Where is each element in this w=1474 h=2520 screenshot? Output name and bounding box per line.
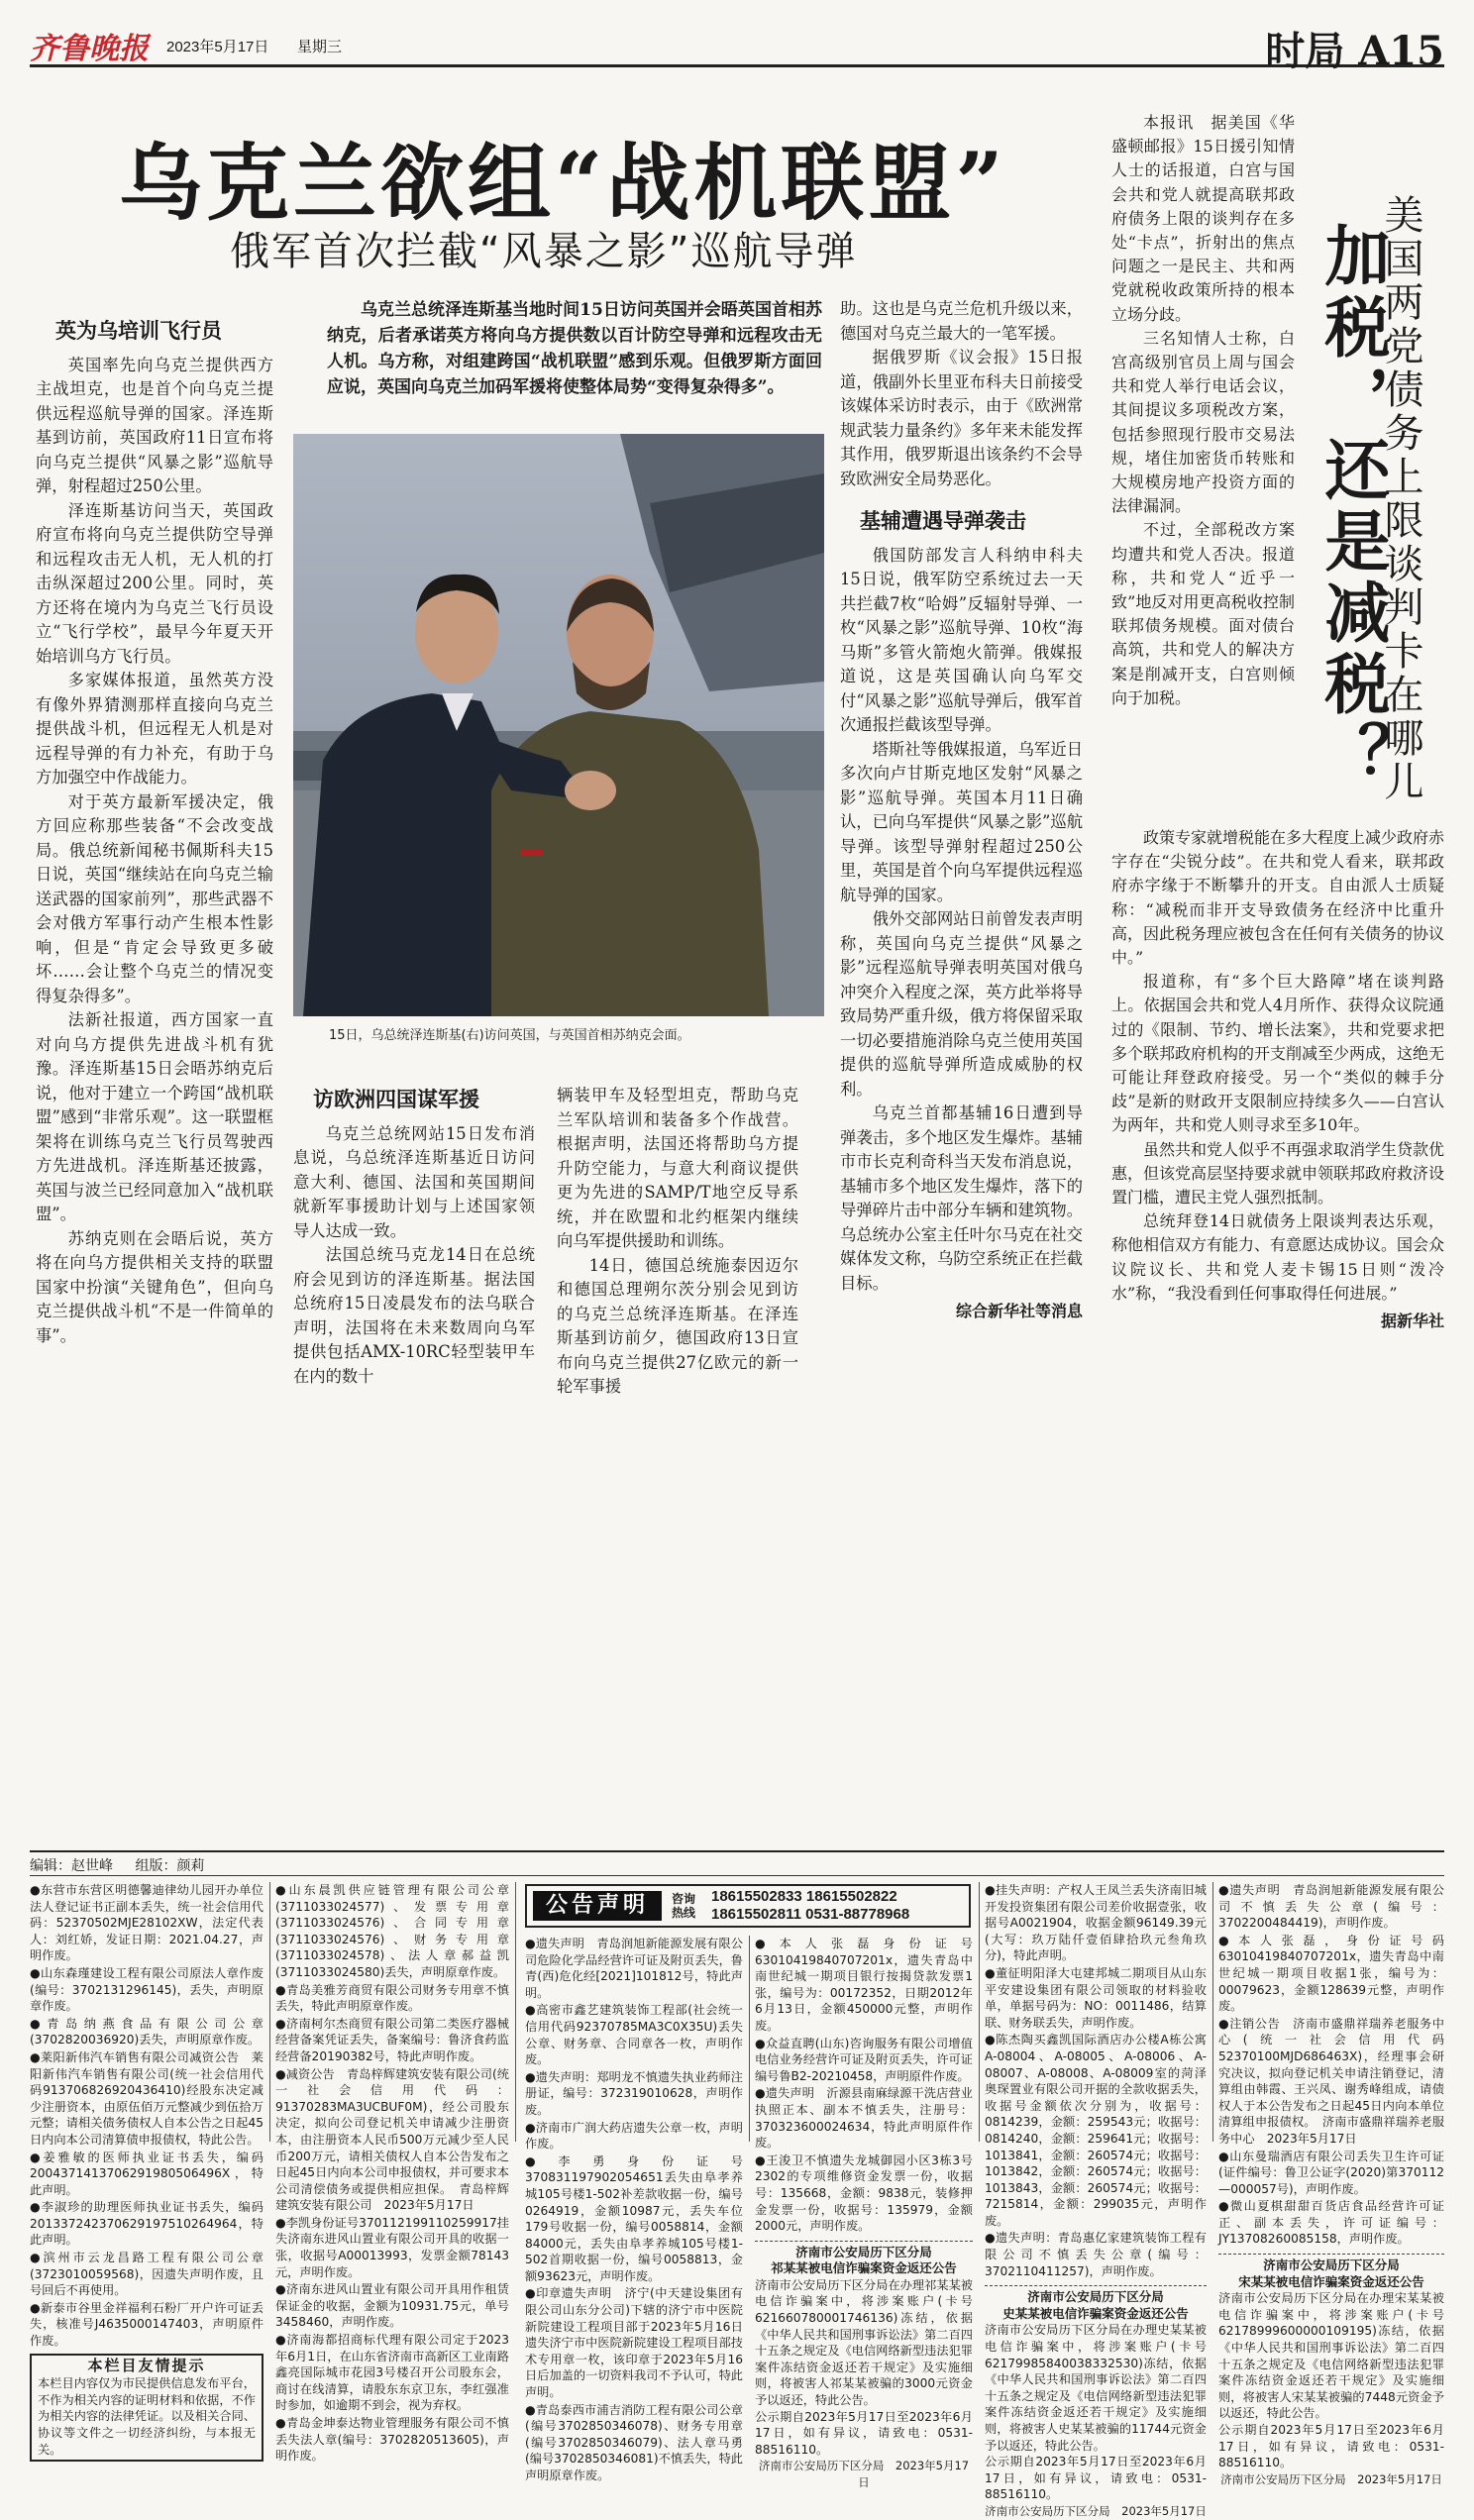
article-paragraph: 英国率先向乌克兰提供西方主战坦克，也是首个向乌克兰提供远程巡航导弹的国家。泽连斯基到访前，英国政府11日宣布将向乌克兰提供“风暴之影”巡航导弹，射程超过250公里。 [36, 355, 273, 495]
article-paragraph: 法新社报道，西方国家一直对向乌方提供先进战斗机有犹豫。泽连斯基15日会晤苏纳克后说，他对于建立一个跨国“战机联盟”感到“非常乐观”。这一联盟框架将在训练乌克兰飞行员驾驶西方先进战机。泽连斯基还披露，英国与波兰已经同意加入“战机联盟”。 [36, 1010, 273, 1223]
article-paragraph: 乌克兰首都基辅16日遭到导弹袭击，多个地区发生爆炸。基辅市市长克利奇科当天发布消息说，基辅市多个地区发生爆炸，落下的导弹碎片击中部分车辆和建筑物。乌总统办公室主任叶尔马克在社交媒体发文称，乌防空系统正在拦截目标。 [840, 1103, 1083, 1293]
police-notice-line: 济南市公安局历下区分局在办理史某某被电信诈骗案中，将涉案账户(卡号621799858400383325​30)冻结，依据《中华人民共和国刑事诉讼法》第二百四十五条之规定及《电信网络新型违法犯罪案件冻结资金返还若干规定》及实施细则，将被害人史某某被骗的11744元资金予以返还，特此公告。 [985, 2323, 1207, 2453]
article-paragraph: 本报讯 据美国《华盛顿邮报》15日援引知情人士的话报道，白宫与国会共和党人就提高联邦政府债务上限的谈判存在多处“卡点”，折射出的焦点问题之一是民主、共和两党就税收政策所持的根本立场分歧。 [1111, 113, 1295, 324]
notice-item: ●新泰市谷里金祥福利石粉厂开户许可证丢失，核准号J4635000147403，声明原件作废。 [30, 2300, 263, 2349]
notice-item: ●李淑珍的助理医师执业证书丢失，编码20133724237062919751026496​4，特此声明。 [30, 2200, 263, 2248]
police-notice-line: 公示期自2023年5月17日至2023年6月17日，如有异议，请致电：0531-88516110。 [1218, 2423, 1444, 2470]
editor-name: 编辑：赵世峰 [30, 1858, 113, 1874]
side-story-title-big: 加税，还是减税？ [1314, 222, 1391, 792]
police-notice-line: 济南市公安局历下区分局 [1027, 2289, 1164, 2305]
article-paragraph: 不过，全部税改方案均遭共和党人否决。报道称，共和党人“近乎一致”地反对用更高税收控制联邦债务规模。面对债台高筑，共和党人的解决方案是削减开支，白宫则倾向于加税。 [1111, 520, 1295, 707]
designer-name: 组版：颜莉 [135, 1858, 205, 1874]
notice-column-2 [275, 1882, 509, 2464]
section-subhead: 访欧洲四国谋军援 [313, 1088, 479, 1111]
news-photo [293, 434, 824, 1016]
tip-text: 本栏目内容仅为市民提供信息发布平台，不作为相关内容的证明材料和依据，不作为相关内容的法律凭证。以及相关合同、协议等文件之一切经济纠纷，与本报无关。 [38, 2376, 256, 2457]
tip-box [30, 2354, 263, 2463]
notice-item: ●济南柯尔杰商贸有限公司第二类医疗器械经营备案凭证丢失，备案编号：鲁济食药监经营备20190382号，特此声明作废。 [275, 2016, 509, 2063]
article-paragraph: 对于英方最新军援决定，俄方回应称那些装备“不会改变战局。俄总统新闻秘书佩斯科夫15日说，英国“继续站在向乌克兰输送武器的国家前列”，那些武器不会对俄方军事行动产生根本性影响，但是“肯定会导致更多破坏……会让整个乌克兰的情况变得复杂得多”。 [36, 791, 273, 1005]
police-notice-line: 济南市公安局历下区分局 2023年5月17日 [758, 2459, 970, 2489]
police-notice-line: 史某某被电信诈骗案资金返还公告 [1002, 2305, 1189, 2321]
notice-item: ●青岛纳燕食品有限公司公章(3702820036920)丢失，声明原章作废。 [30, 2016, 263, 2048]
notice-item: ●山东森瑾建设工程有限公司原法人章作废(编号：3702131296145)，丢失，声明原章作废。 [30, 1965, 263, 2014]
article-column-2 [293, 1084, 535, 1389]
notice-item: ●本人张磊，身份证号码630104198407072​01x，遗失青岛中南世纪城一期项目收据1张，编号为：00079623，金额128639元整，声明作废。 [1218, 1933, 1444, 2014]
notice-item: ●注销公告 济南市盛鼎祥瑞养老服务中心(统一社会信用代码52370100MJD686463X)，经理事会研究决议，拟向登记机关申请注销登记，清算组由韩霞、王兴凤、谢秀峰组成，请债权人于本公告发布之日起45日内向本单位清算组申报债权。 济南市盛鼎祥瑞养老服务中心 2023年5月17日 [1218, 2016, 1444, 2146]
notice-item: ●莱阳新伟汽车销售有限公司减资公告 莱阳新伟汽车销售有限公司(统一社会信用代码913706826920436410)经股东决定减少注册资本，由原伍佰万元整减少到伍拾万元整；请相关债务债权人自本公告之日起45日内向本公司清算债申报债权，特此公告。 [30, 2049, 263, 2147]
notice-item: ●遗失声明 青岛润旭新能源发展有限公司不慎丢失公章(编号：3702200484419)，声明作废。 [1218, 1883, 1444, 1931]
classified-notices [30, 1875, 1444, 2518]
notice-column-1 [30, 1882, 263, 2457]
article-paragraph: 俄国防部发言人科纳申科夫15日说，俄军防空系统过去一天共拦截7枚“哈姆”反辐射导弹、一枚“风暴之影”巡航导弹、10枚“海马斯”多管火箭炮火箭弹。俄媒报道说，这是英国确认向乌军交付“风暴之影”巡航导弹后，俄军首次通报拦截该型导弹。 [840, 545, 1083, 734]
police-notice-line: 济南市公安局历下区分局在办理祁某某被电信诈骗案中，将涉案账户(卡号6216607800017461​36)冻结，依据《中华人民共和国刑事诉讼法》第二百四十五条之规定及《电信网络新型违法犯罪案件冻结资金返还若干规定》及实施细则，将被害人祁某某被骗的3000元资金予以返还，特此公告。 [755, 2277, 973, 2408]
article-paragraph: 法国总统马克龙14日在总统府会见到访的泽连斯基。据法国总统府15日凌晨发布的法乌联合声明，法国将在未来数周向乌军提供包括AMX-10RC轻型装甲车在内的数十 [293, 1245, 535, 1386]
police-notice-line: 祁某某被电信诈骗案资金返还公告 [771, 2260, 957, 2276]
police-notice-line: 公示期自2023年5月17日至2023年6月17日，如有异议，请致电：0531-88516110。 [985, 2455, 1207, 2502]
side-story-bottom-text [1111, 826, 1444, 1333]
side-story-byline: 据新华社 [1380, 1312, 1444, 1331]
police-notice-line: 济南市公安局历下区分局 [795, 2244, 932, 2259]
notice-banner [525, 1884, 971, 1928]
section-subhead: 英为乌培训飞行员 [55, 319, 222, 343]
editor-credits [30, 1850, 1444, 1872]
leaders-embrace-photo [293, 434, 824, 1016]
notice-item: ●山东曼瑞酒店有限公司丢失卫生许可证(证件编号：鲁卫公证字(2020)第370112—000057号)，声明作废。 [1218, 2149, 1444, 2196]
article-paragraph: 辆装甲车及轻型坦克，帮助乌克兰军队培训和装备多个作战营。根据声明，法国还将帮助乌方提升防空能力，与意大利商议提供更为先进的SAMP/T地空反导系统，并在欧盟和北约框架内继续向乌军提供援助和训练。 [557, 1086, 798, 1250]
police-notice-line: 济南市公安局历下区分局 2023年5月17日 [985, 2503, 1207, 2518]
hotline-phone-2: 18615502811 0531-88778968 [711, 1906, 910, 1923]
article-paragraph: 助。这也是乌克兰危机升级以来，德国对乌克兰最大的一笔军援。 [840, 299, 1083, 343]
page-header [30, 20, 1444, 74]
article-paragraph: 14日，德国总统施泰因迈尔和德国总理朔尔茨分别会见到访的乌克兰总统泽连斯基。在泽连斯基到访前夕，德国政府13日宣布向乌克兰提供27亿欧元的新一轮军事援 [557, 1255, 798, 1396]
article-paragraph: 苏纳克则在会晤后说，英方将在向乌方提供相关支持的联盟国家中扮演“关键角色”，但向乌克兰提供战斗机“不是一件简单的事”。 [36, 1228, 273, 1345]
article-paragraph: 多家媒体报道，虽然英方没有像外界猜测那样直接向乌克兰提供战斗机，但远程无人机是对远程导弹的有力补充，有助于乌方加强空中作战能力。 [36, 671, 273, 787]
article-paragraph: 总统拜登14日就债务上限谈判表达乐观，称他相信双方有能力、有意愿达成协议。国会众议院议长、共和党人麦卡锡15日则“泼冷水”称，“我没看到任何事取得任何进展。” [1111, 1211, 1445, 1303]
notice-item: ●挂失声明：产权人王凤兰丢失济南旧城开发投资集团有限公司差价收据壹张，收据号A0021904，收据金额96149.39元(大写：玖万陆仟壹佰肆拾玖元叁角玖分)，特此声明。 [985, 1883, 1207, 1963]
notice-item: ●本人张磊身份证号630104198407072​01x，遗失青岛中南世纪城一期项目银行按揭贷款发票1张，编号为：00172352，日期2012年6月13日，金额450000元整，声明作废。 [755, 1937, 973, 2033]
notice-item: ●遗失声明 沂源县南麻绿源干洗店营业执照正本、副本不慎丢失，注册号：370323600024634，特此声明原件作废。 [755, 2086, 973, 2151]
notice-item: ●青岛金坤泰达物业管理服务有限公司不慎丢失法人章(编号：3702820513605)，声明作废。 [275, 2416, 509, 2464]
police-notice-line: 济南市公安局历下区分局在办理宋某某被电信诈骗案中，将涉案账户(卡号62178999600000109195)冻结，依据《中华人民共和国刑事诉讼法》第二百四十五条之规定及《电信网络新型违法犯罪案件冻结资金返还若干规定》及实施细则，将被害人宋某某被骗的7448元资金予以返还，特此公告。 [1218, 2291, 1444, 2421]
notice-item: ●众益直聘(山东)咨询服务有限公司增值电信业务经营许可证及附页丢失，许可证编号鲁B2-20210458，声明原件作废。 [755, 2036, 973, 2083]
article-paragraph: 泽连斯基访问当天，英国政府宣布将向乌克兰提供防空导弹和远程攻击无人机，无人机的打击纵深超过200公里。同时，英方还将在境内为乌克兰飞行员设立“飞行学校”，最早今年夏天开始培训乌方飞行员。 [36, 500, 273, 666]
notice-item: ●姜雅敏的医师执业证书丢失，编码2004371413706291980506496X，特此声明。 [30, 2150, 263, 2197]
notice-item: ●王浚卫不慎遗失龙城御园小区3栋3号2302的专项维修资金发票一份，收据号：135668，金额：9838元，装修押金发票一份，收据号：135979，金额2000元，声明作废。 [755, 2152, 973, 2234]
article-paragraph: 报道称，有“多个巨大路障”堵在谈判路上。依据国会共和党人4月所作、获得众议院通过的《限制、节约、增长法案》，共和党要求把多个联邦政府机构的开支削减至少两成，这绝无可能让拜登政府接受。另一个“类似的棘手分歧”是新的财政开支限制应持续多久——白宫认为两年，共和党人则寻求至多10年。 [1111, 972, 1445, 1135]
notice-item: ●董征明阳泽大屯建邦城二期项目从山东平安建设集团有限公司领取的材料验收单，单据号码为：NO：0011486，结算联、财务联丢失，声明作废。 [985, 1965, 1207, 2030]
notice-item: ●陈杰陶买鑫凯国际酒店办公楼A栋公寓A-08004、A-08005、A-08006、A-08007、A-08008、A-08009室的菏泽奥琛置业有限公司开据的全款收据丢失，收据号金额依次分别为，收据号：0814239，金额：259543元；收据号：0814240，金额：259641元；收据号：1013841，金额：260574元；收据号：1013842，金额：260574元；收据号：1013843，金额：260574元；收据号：7215814，金额：299035元，声明作废。 [985, 2033, 1207, 2228]
issue-date: 2023年5月17日 [166, 39, 269, 55]
article-column-1 [36, 315, 273, 1348]
newspaper-logo: 齐鲁晚报 [30, 32, 149, 66]
lead-paragraph: 乌克兰总统泽连斯基当地时间15日访问英国并会晤英国首相苏纳克，后者承诺英方将向乌方提供数以百计防空导弹和远程攻击无人机。乌方称，对组建跨国“战机联盟”感到乐观。但俄罗斯方面回应说，英国向乌克兰加码军援将使整体局势“变得复杂得多”。 [327, 300, 822, 397]
notice-item: ●李凯身份证号370112199110259917挂失济南东进风山置业有限公司开具的收据一张，收据号A00013993，发票金额78143元，声明作废。 [275, 2215, 509, 2279]
section-label: 时局 A15 [1265, 28, 1444, 74]
hotline-label: 咨询热线 [672, 1892, 696, 1920]
hotline-phone-1: 18615502833 18615502822 [711, 1888, 897, 1905]
police-notice [985, 2285, 1207, 2519]
section-subhead: 基辅遭遇导弹袭击 [860, 509, 1026, 533]
notice-item: ●济南海都招商标代理有限公司定于2023年6月1日，在山东省济南市高新区工业南路鑫亮国际城市花园3号楼召开公司股东会，商讨在线清算，请股东东京卫东，李红强准时参加，如逾期不到会，视为弃权。 [275, 2333, 509, 2413]
notice-item: ●李勇身份证号370831197902054651丢失由阜孝养城105号楼1-502补差款收据一份，编号0264919，金额10987元，丢失车位179号收据一份，编号0058814，金额84000元，丢失由阜孝养城105号楼1-502首期收据一份，编号0058813，金额93623元，声明作废。 [525, 2153, 743, 2283]
notice-item: ●微山夏棋甜甜百货店食品经营许可证正、副本丢失，许可证编号：JY13708260085158，声明作废。 [1218, 2199, 1444, 2247]
police-notice-line: 济南市公安局历下区分局 [1263, 2258, 1400, 2273]
notice-column-6 [1218, 1882, 1444, 2486]
notice-item: ●印章遗失声明 济宁(中天建设集团有限公司山东分公司)下辖的济宁市中医院新院建设工程项目部于2023年5月16日遗失济宁市中医院新院建设工程项目部技术专用章一枚，该印章于2023年5月16日后加盖的一切资料我司不予认可，特此声明。 [525, 2286, 743, 2400]
notice-item: ●高密市鑫艺建筑装饰工程部(社会统一信用代码92370785MA3C0X35U)丢失公章、财务章、合同章各一枚，声明作废。 [525, 2003, 743, 2067]
article-column-3 [557, 1084, 798, 1400]
notice-item: ●青岛泰西市浦吉消防工程有限公司公章(编号3702850346078)、财务专用章(编号3702850346079)、法人章马勇(编号3702850346081)不慎丢失，特此声明原章作废。 [525, 2402, 743, 2482]
main-subheadline: 俄军首次拦截“风暴之影”巡航导弹 [230, 229, 858, 274]
notice-item: ●遗失声明 青岛润旭新能源发展有限公司危险化学品经营许可证及附页丢失，鲁青(西)危化经[2021]101812号，特此声明。 [525, 1937, 743, 2000]
article-byline: 综合新华社等消息 [955, 1302, 1083, 1320]
article-paragraph: 乌克兰总统网站15日发布消息说，乌总统泽连斯基近日访问意大利、德国、法国和英国期间就新军事援助计划与上述国家领导人达成一致。 [293, 1123, 535, 1240]
notice-item: ●济南东进风山置业有限公司开具用作租赁保证金的收据，金额为10931.75元，单号3458460，声明作废。 [275, 2282, 509, 2330]
police-notice-line: 宋某某被电信诈骗案资金返还公告 [1238, 2273, 1424, 2289]
notice-item: ●青岛美雅芳商贸有限公司财务专用章不慎丢失，特此声明原章作废。 [275, 1982, 509, 2014]
notice-item: ●东营市东营区明德馨迪律幼儿园开办单位法人登记证书正副本丢失，统一社会信用代码：52370502MJE28102XW，法定代表人：刘红娇，发证日期：2021.04.27，声明作废。 [30, 1883, 263, 1963]
article-paragraph: 俄外交部网站日前曾发表声明称，英国向乌克兰提供“风暴之影”远程巡航导弹表明英国对俄乌冲突介入程度之深，英方此举将导致局势严重升级，俄方将保留采取一切必要措施消除乌克兰使用英国提供的巡航导弹所造成威胁的权利。 [840, 909, 1083, 1099]
notice-item: ●减资公告 青岛梓辉建筑安装有限公司(统一社会信用代码：91370283MA3UCBUF0M)，经公司股东决定，拟向公司登记机关申请减少注册资本，由注册资本人民币500万元减少至人民币200万元，请相关债权人自本公告发布之日起45日内向本公司申报债权，并可要求本公司清偿债务或提供相应担保。 青岛梓辉建筑安装有限公司 2023年5月17日 [275, 2066, 509, 2213]
tip-title: 本栏目友情提示 [87, 2356, 206, 2374]
main-headline: 乌克兰欲组“战机联盟” [119, 134, 1007, 232]
notice-item: ●遗失声明：青岛惠亿家建筑装饰工程有限公司不慎丢失公章(编号：3702110411257)，声明作废。 [985, 2231, 1207, 2278]
police-notice-line: 济南市公安局历下区分局 2023年5月17日 [1220, 2471, 1442, 2486]
police-notice [755, 2241, 973, 2491]
article-paragraph: 据俄罗斯《议会报》15日报道，俄副外长里亚布科夫日前接受该媒体采访时表示，由于《欧洲常规武装力量条约》多年来未能发挥其作用，俄罗斯退出该条约不会导致欧洲安全局势恶化。 [840, 348, 1083, 488]
article-paragraph: 政策专家就增税能在多大程度上减少政府赤字存在“尖锐分歧”。在共和党人看来，联邦政府赤字缘于不断攀升的开支。自由派人士质疑称：“减税而非开支导致债务在经济中比重升高，因此税务理应被包含在任何有关债务的协议中。” [1111, 828, 1445, 968]
photo-caption: 15日，乌总统泽连斯基(右)访问英国，与英国首相苏纳克会面。 [329, 1028, 690, 1043]
article-paragraph: 塔斯社等俄媒报道，乌军近日多次向卢甘斯克地区发射“风暴之影”巡航导弹。英国本月11日确认，已向乌军提供“风暴之影”巡航导弹。该型导弹射程超过250公里，英国是首个向乌军提供远程巡航导弹的国家。 [840, 739, 1083, 904]
side-story-title-small: 美国两党债务上限谈判卡在哪儿 [1378, 194, 1423, 804]
notice-item: ●遗失声明：郑明龙不慎遗失执业药师注册证，编号：372319010628，声明作废。 [525, 2069, 743, 2117]
issue-weekday: 星期三 [297, 39, 343, 55]
side-story-top-text [1111, 111, 1295, 710]
police-notice [1218, 2254, 1444, 2487]
notice-item: ●滨州市云龙昌路工程有限公司公章(3723010059568)，因遗失声明作废，且号回后不再使用。 [30, 2251, 263, 2298]
notice-item: ●济南市广润大药店遗失公章一枚，声明作废。 [525, 2120, 743, 2152]
notice-title: 公告声明 [533, 1891, 662, 1921]
notice-item: ●山东晨凯供应链管理有限公司公章(3711033024577)、发票专用章(3711033024576)、合同专用章(3711033024576)、财务专用章(3711033024578)、法人章郝益凯(3711033024580)丢失，声明原章作废。 [275, 1883, 509, 1979]
notice-column-4 [755, 1936, 973, 2489]
notice-column-3 [525, 1936, 743, 2482]
article-column-4 [840, 297, 1083, 1324]
article-paragraph: 三名知情人士称，白宫高级别官员上周与国会共和党人举行电话会议，其间提议多项税改方案，包括参照现行股市交易法规，堵住加密货币转账和大规模房地产投资方面的法律漏洞。 [1111, 328, 1295, 516]
notice-column-5 [985, 1882, 1207, 2518]
article-paragraph: 虽然共和党人似乎不再强求取消学生贷款优惠，但该党高层坚持要求就申领联邦政府救济设置门槛，遭民主党人强烈抵制。 [1111, 1139, 1445, 1208]
police-notice-line: 公示期自2023年5月17日至2023年6月17日，如有异议，请致电：0531-88516110。 [755, 2409, 973, 2457]
